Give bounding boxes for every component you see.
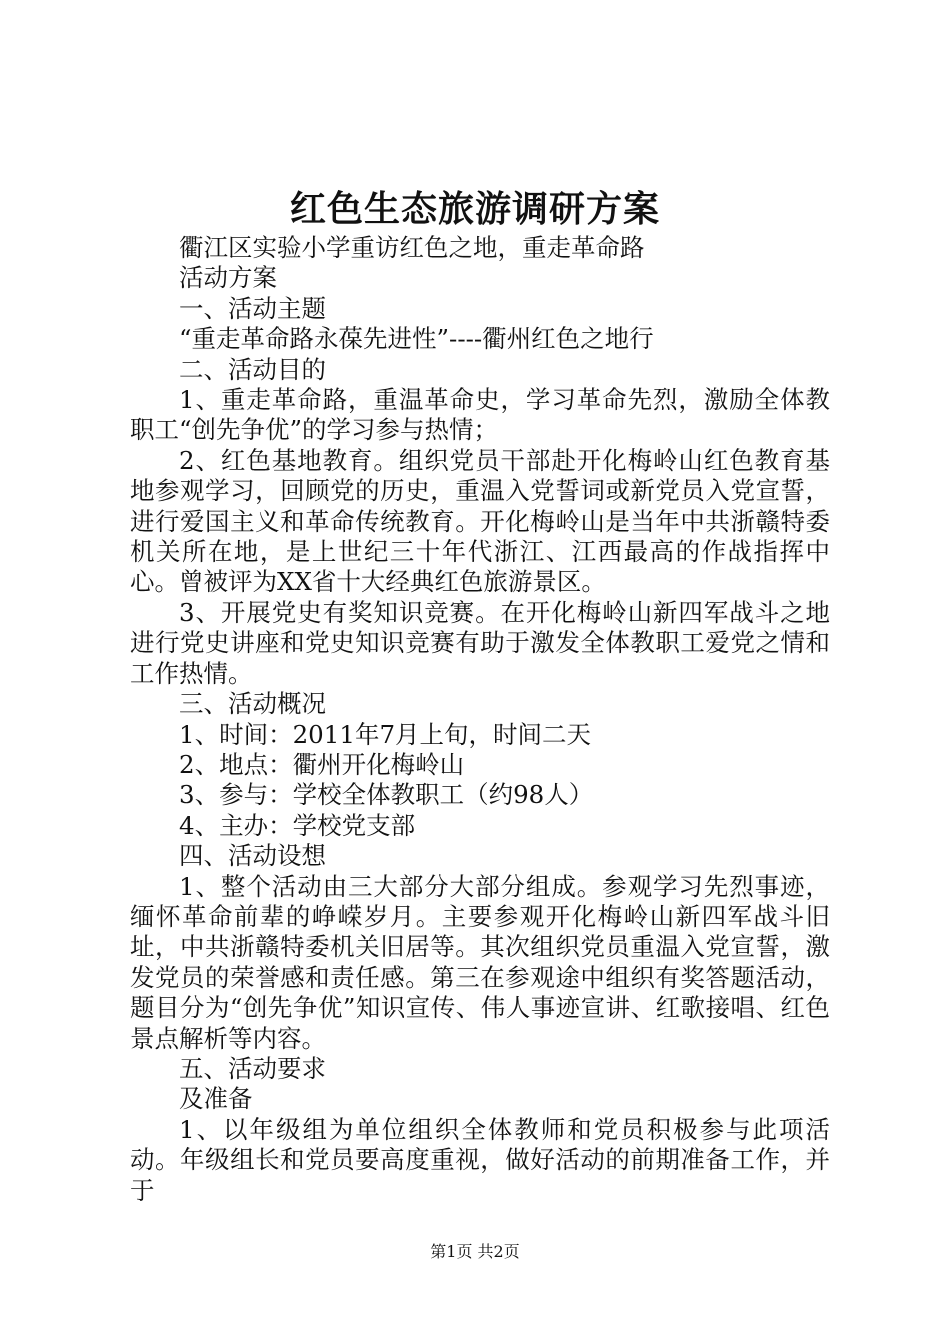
section-heading: 五、活动要求 [179,1053,326,1083]
paragraph: “重走革命路永葆先进性”----衢州红色之地行 [179,324,654,354]
paragraph: 2、红色基地教育。组织党员干部赴开化梅岭山红色教育基地参观学习，回顾党的历史，重温入党誓词或新党员入党宣誓，进行爱国主义和革命传统教育。开化梅岭山是当年中共浙赣特委机关所在地，是上世纪三十年代浙江、江西最高的作战指挥中心。曾被评为XX省十大经典红色旅游景区。 [130,445,830,597]
page-footer: 第1页 共2页 [430,1242,520,1261]
section-heading: 四、活动设想 [179,841,326,871]
paragraph: 1、整个活动由三大部分大部分组成。参观学习先烈事迹，缅怀革命前辈的峥嵘岁月。主要参观开化梅岭山新四军战斗旧址，中共浙赣特委机关旧居等。其次组织党员重温入党宣誓，激发党员的荣誉感和责任感。第三在参观途中组织有奖答题活动，题目分为“创先争优”知识宣传、伟人事迹宣讲、红歌接唱、红色景点解析等内容。 [130,871,830,1053]
paragraph: 2、地点：衢州开化梅岭山 [179,749,465,779]
paragraph: 1、重走革命路，重温革命史，学习革命先烈，激励全体教职工“创先争优”的学习参与热情； [130,385,830,445]
paragraph: 3、开展党史有奖知识竞赛。在开化梅岭山新四军战斗之地进行党史讲座和党史知识竞赛有助于激发全体教职工爱党之情和工作热情。 [130,597,830,688]
section-heading: 一、活动主题 [179,293,326,323]
paragraph: 1、以年级组为单位组织全体教师和党员积极参与此项活动。年级组长和党员要高度重视，做好活动的前期准备工作，并于 [130,1114,830,1205]
document-title: 红色生态旅游调研方案 [289,188,660,230]
paragraph: 4、主办：学校党支部 [179,810,416,840]
document-body [130,233,830,1206]
paragraph: 3、参与：学校全体教职工（约98人） [179,780,594,810]
paragraph: 及准备 [179,1084,253,1114]
paragraph: 衢江区实验小学重访红色之地，重走革命路 [179,233,645,262]
paragraph: 1、时间：2011年7月上旬，时间二天 [179,719,592,749]
paragraph: 活动方案 [179,263,277,293]
section-heading: 二、活动目的 [179,354,326,384]
section-heading: 三、活动概况 [179,689,326,719]
